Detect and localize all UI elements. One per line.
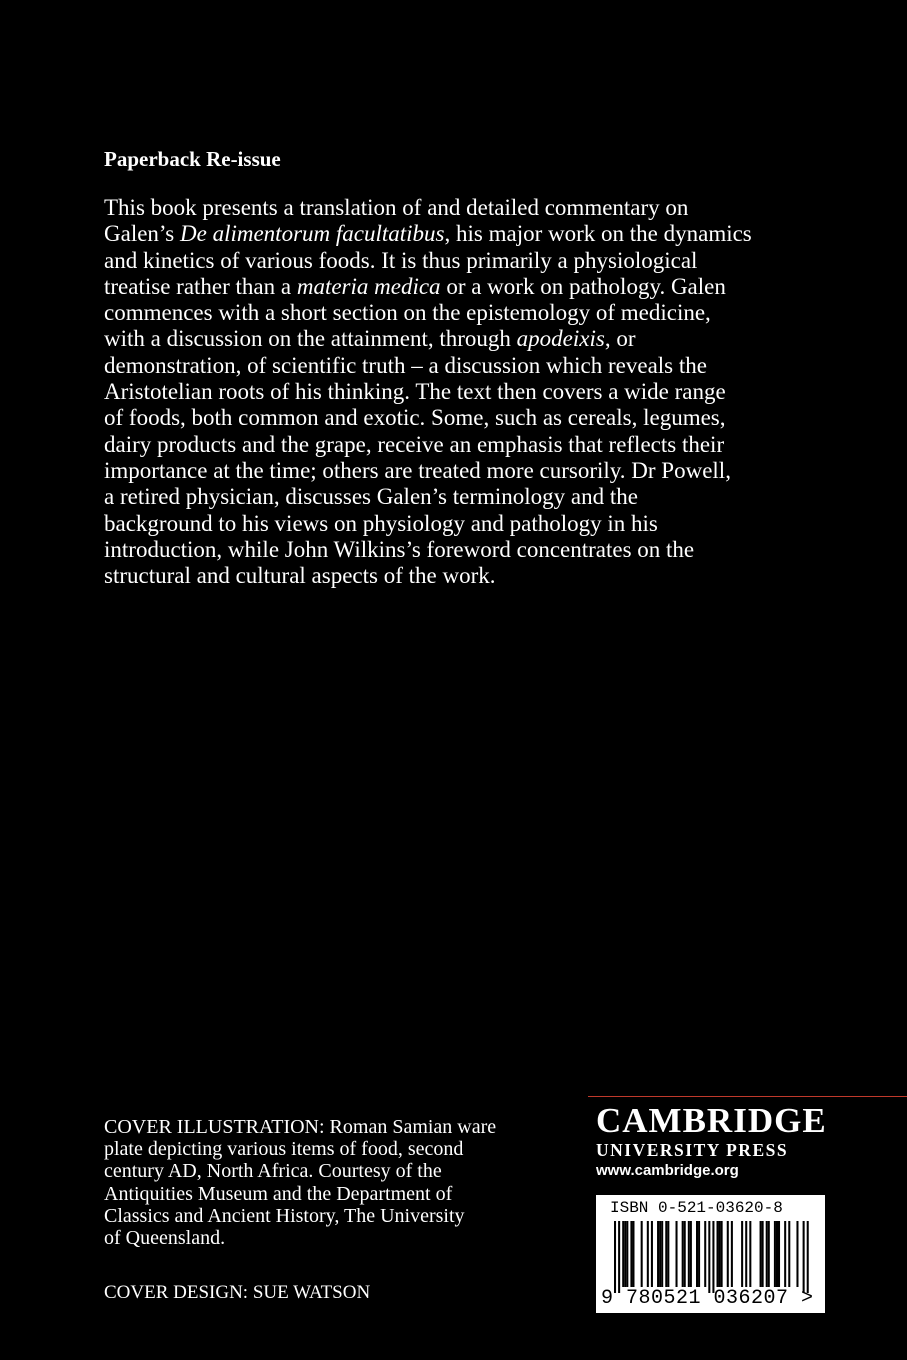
- blurb-line: [104, 432, 804, 458]
- barcode-bar: [657, 1221, 659, 1287]
- barcode-bar: [659, 1221, 661, 1287]
- barcode-bar: [696, 1221, 698, 1287]
- barcode-bar: [618, 1221, 620, 1293]
- barcode-bar: [614, 1221, 616, 1293]
- barcode-bar: [749, 1221, 751, 1287]
- barcode-bar: [630, 1221, 632, 1287]
- publisher-subtitle: UNIVERSITY PRESS: [596, 1140, 789, 1160]
- blurb-line: [104, 248, 804, 274]
- blurb-italic-text: materia medica: [296, 273, 441, 299]
- blurb-line: [104, 405, 804, 431]
- credit-line: of Queensland.: [104, 1227, 226, 1250]
- blurb-text: and kinetics of various foods. It is thus primarily a physiological: [104, 247, 698, 273]
- barcode-bar: [774, 1221, 776, 1287]
- blurb-line: [104, 484, 804, 510]
- credit-line: Classics and Ancient History, The University: [104, 1204, 465, 1227]
- barcode-bar: [741, 1221, 743, 1287]
- barcode-bar: [626, 1221, 628, 1287]
- barcode-bar: [745, 1221, 747, 1287]
- publisher-logo: [596, 1103, 826, 1181]
- barcode-bar: [665, 1221, 667, 1287]
- barcode-bar: [641, 1221, 643, 1287]
- barcode-bar: [796, 1221, 798, 1287]
- reissue-label: Paperback Re-issue: [104, 147, 281, 171]
- barcode-bar: [682, 1221, 684, 1287]
- barcode-bar: [622, 1221, 624, 1287]
- barcode-bar: [768, 1221, 770, 1287]
- cover-illustration-credit: [104, 1116, 544, 1249]
- divider-rule: [588, 1096, 907, 1097]
- blurb-text: importance at the time; others are treated more cursorily. Dr Powell,: [104, 457, 731, 483]
- blurb-line: [104, 300, 804, 326]
- blurb-text: treatise rather than a: [104, 273, 297, 299]
- blurb-text: of foods, both common and exotic. Some, such as cereals, legumes,: [104, 405, 726, 431]
- barcode-bar: [704, 1221, 706, 1287]
- publisher-url[interactable]: www.cambridge.org: [596, 1162, 739, 1179]
- credit-line: Antiquities Museum and the Department of: [104, 1182, 453, 1205]
- blurb-text: , his major work on the dynamics: [444, 221, 752, 247]
- barcode-bar: [731, 1221, 733, 1287]
- blurb-line: [104, 326, 804, 352]
- barcode-panel: [596, 1195, 825, 1313]
- publisher-name: CAMBRIDGE: [596, 1101, 827, 1140]
- ean-number: 9 780521 036207 >: [601, 1287, 814, 1310]
- barcode-bar: [661, 1221, 663, 1287]
- barcode-bar: [776, 1221, 778, 1287]
- barcode-bar: [727, 1221, 729, 1287]
- barcode-bar: [717, 1221, 719, 1287]
- barcode-bar: [632, 1221, 634, 1287]
- isbn-number: ISBN 0-521-03620-8: [610, 1199, 783, 1217]
- barcode-bar: [762, 1221, 764, 1287]
- barcode-bar: [766, 1221, 768, 1287]
- barcode-bar: [688, 1221, 690, 1287]
- barcode-bar: [708, 1221, 710, 1293]
- blurb-text: dairy products and the grape, receive an emphasis that reflects their: [104, 431, 725, 457]
- blurb-italic-text: De alimentorum facultatibus: [180, 221, 445, 247]
- blurb-text: commences with a short section on the epistemology of medicine,: [104, 300, 711, 326]
- credit-line: century AD, North Africa. Courtesy of the: [104, 1160, 442, 1183]
- credit-line: COVER ILLUSTRATION: Roman Samian ware: [104, 1116, 497, 1138]
- blurb-line: [104, 563, 804, 589]
- barcode-bar: [721, 1221, 723, 1287]
- barcode-bar: [698, 1221, 700, 1287]
- blurb-text: This book presents a translation of and detailed commentary on: [104, 195, 689, 220]
- blurb-text: Galen’s: [104, 221, 181, 247]
- barcode-bar: [803, 1221, 805, 1293]
- blurb-line: [104, 511, 804, 537]
- blurb-text: background to his views on physiology and pathology in his: [104, 510, 658, 536]
- barcode-bar: [778, 1221, 780, 1287]
- blurb-line: [104, 537, 804, 563]
- barcode-bar: [690, 1221, 692, 1287]
- blurb-text: , or: [604, 326, 636, 352]
- barcode-bar: [667, 1221, 669, 1287]
- credit-line: plate depicting various items of food, second: [104, 1138, 464, 1161]
- blurb-line: [104, 458, 804, 484]
- barcode-bar: [807, 1221, 809, 1293]
- blurb-line: [104, 379, 804, 405]
- blurb-text: Aristotelian roots of his thinking. The text then covers a wide range: [104, 379, 726, 405]
- barcode-bar: [647, 1221, 649, 1287]
- barcode-bar: [676, 1221, 678, 1287]
- barcode-bar: [760, 1221, 762, 1287]
- description-blurb: [104, 195, 804, 589]
- blurb-italic-text: apodeixis: [516, 326, 605, 352]
- barcode-bar: [784, 1221, 786, 1287]
- blurb-line: [104, 221, 804, 247]
- blurb-text: with a discussion on the attainment, through: [104, 326, 517, 352]
- barcode-bar: [719, 1221, 721, 1287]
- blurb-text: or a work on pathology. Galen: [440, 273, 726, 299]
- blurb-line: [104, 195, 804, 221]
- blurb-text: a retired physician, discusses Galen’s terminology and the: [104, 484, 638, 510]
- barcode-bar: [651, 1221, 653, 1287]
- barcode-bar: [684, 1221, 686, 1287]
- blurb-text: structural and cultural aspects of the work.: [104, 563, 496, 589]
- barcode-bar: [788, 1221, 790, 1287]
- blurb-line: [104, 274, 804, 300]
- barcode-bar: [624, 1221, 626, 1287]
- blurb-text: demonstration, of scientific truth – a discussion which reveals the: [104, 352, 707, 378]
- barcode-bar: [712, 1221, 714, 1293]
- blurb-line: [104, 353, 804, 379]
- cover-design-credit: COVER DESIGN: SUE WATSON: [104, 1282, 371, 1303]
- blurb-text: introduction, while John Wilkins’s foreword concentrates on the: [104, 536, 695, 562]
